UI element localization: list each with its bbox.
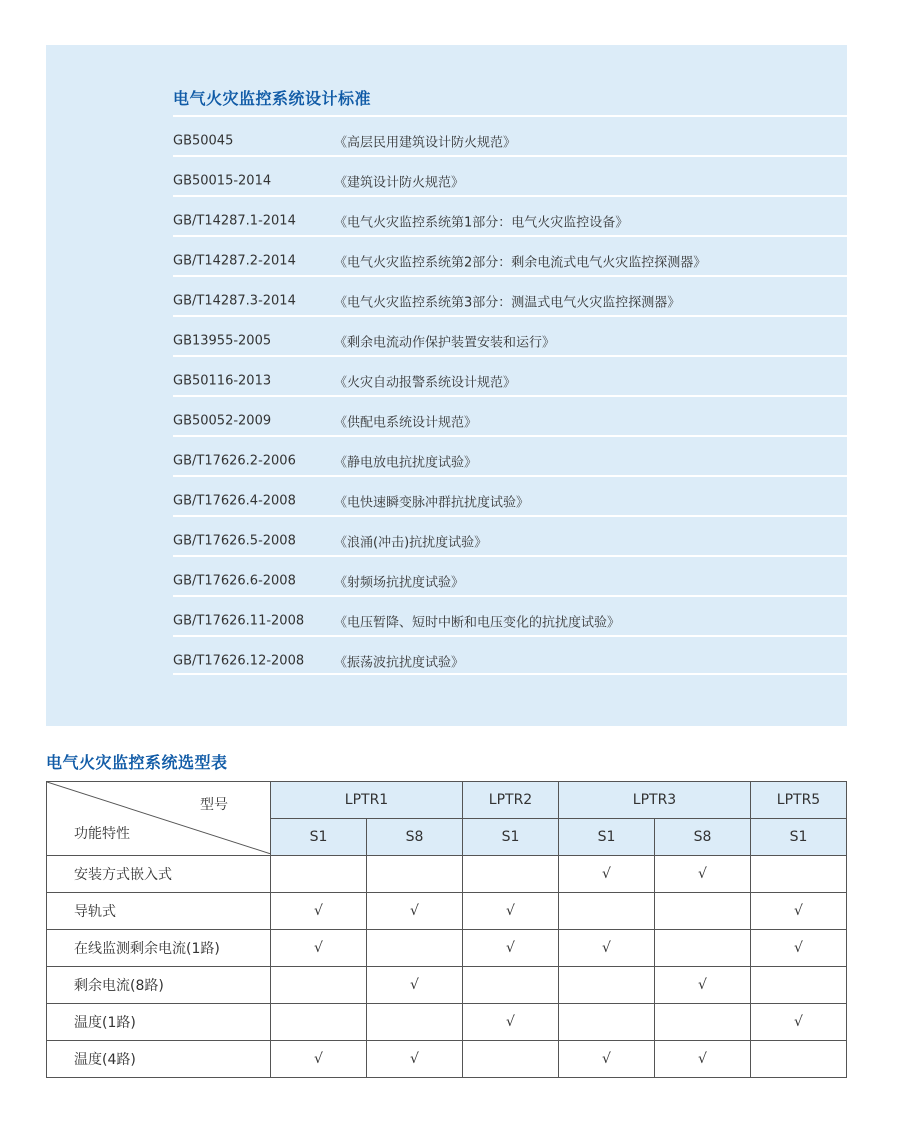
standard-row	[173, 195, 847, 235]
standard-row	[173, 355, 847, 395]
empty-cell	[655, 930, 751, 967]
check-cell: √	[655, 1041, 751, 1078]
check-cell: √	[367, 893, 463, 930]
standard-row	[173, 275, 847, 315]
standard-name: 《浪涌(冲击)抗扰度试验》	[334, 535, 488, 551]
subtype-header: S1	[559, 819, 655, 856]
check-cell: √	[559, 930, 655, 967]
standard-name: 《供配电系统设计规范》	[334, 415, 478, 431]
empty-cell	[559, 893, 655, 930]
standard-code: GB50052-2009	[173, 413, 272, 429]
standards-panel	[46, 45, 847, 726]
corner-label-feature: 功能特性	[74, 826, 130, 842]
check-cell: √	[463, 930, 559, 967]
feature-label: 在线监测剩余电流(1路)	[47, 930, 271, 967]
empty-cell	[751, 856, 847, 893]
standard-row	[173, 475, 847, 515]
standard-name: 《电气火灾监控系统第3部分：测温式电气火灾监控探测器》	[334, 295, 681, 311]
empty-cell	[655, 1004, 751, 1041]
standard-name: 《电快速瞬变脉冲群抗扰度试验》	[334, 495, 530, 511]
standard-name: 《高层民用建筑设计防火规范》	[334, 135, 517, 151]
standard-code: GB/T14287.1-2014	[173, 213, 296, 229]
check-cell: √	[367, 967, 463, 1004]
standard-name: 《电压暂降、短时中断和电压变化的抗扰度试验》	[334, 615, 621, 631]
standard-code: GB/T14287.3-2014	[173, 293, 296, 309]
standard-code: GB/T17626.2-2006	[173, 453, 296, 469]
standard-code: GB/T17626.5-2008	[173, 533, 296, 549]
model-header: LPTR3	[559, 782, 751, 819]
empty-cell	[271, 967, 367, 1004]
check-cell: √	[463, 1004, 559, 1041]
check-cell: √	[751, 1004, 847, 1041]
standard-code: GB/T17626.12-2008	[173, 653, 305, 669]
empty-cell	[271, 856, 367, 893]
check-cell: √	[463, 893, 559, 930]
check-cell: √	[559, 1041, 655, 1078]
model-header: LPTR5	[751, 782, 847, 819]
model-header: LPTR2	[463, 782, 559, 819]
subtype-header: S1	[751, 819, 847, 856]
empty-cell	[559, 967, 655, 1004]
table-row	[47, 1041, 847, 1078]
standard-code: GB/T17626.4-2008	[173, 493, 296, 509]
corner-label-model: 型号	[200, 797, 228, 813]
empty-cell	[751, 967, 847, 1004]
standard-code: GB/T14287.2-2014	[173, 253, 296, 269]
table-row	[47, 967, 847, 1004]
table-row	[47, 1004, 847, 1041]
standard-name: 《火灾自动报警系统设计规范》	[334, 375, 517, 391]
check-cell: √	[271, 930, 367, 967]
standard-row	[173, 395, 847, 435]
check-cell: √	[655, 967, 751, 1004]
empty-cell	[367, 930, 463, 967]
standard-name: 《振荡波抗扰度试验》	[334, 655, 465, 671]
check-cell: √	[751, 930, 847, 967]
empty-cell	[655, 893, 751, 930]
standard-code: GB/T17626.6-2008	[173, 573, 296, 589]
check-cell: √	[271, 893, 367, 930]
standard-name: 《射频场抗扰度试验》	[334, 575, 465, 591]
empty-cell	[463, 856, 559, 893]
feature-label: 剩余电流(8路)	[47, 967, 271, 1004]
table-row	[47, 856, 847, 893]
standard-row	[173, 555, 847, 595]
standard-row	[173, 595, 847, 635]
standard-name: 《剩余电流动作保护装置安装和运行》	[334, 335, 556, 351]
standard-row	[173, 635, 847, 675]
standards-title: 电气火灾监控系统设计标准	[173, 89, 372, 108]
empty-cell	[751, 1041, 847, 1078]
model-header: LPTR1	[271, 782, 463, 819]
empty-cell	[271, 1004, 367, 1041]
standard-code: GB/T17626.11-2008	[173, 613, 305, 629]
standard-name: 《静电放电抗扰度试验》	[334, 455, 478, 471]
standard-row	[173, 235, 847, 275]
standard-row	[173, 515, 847, 555]
table-header-models	[47, 782, 847, 819]
standards-list	[173, 115, 847, 675]
empty-cell	[463, 967, 559, 1004]
standard-name: 《电气火灾监控系统第2部分：剩余电流式电气火灾监控探测器》	[334, 255, 707, 271]
standard-row	[173, 155, 847, 195]
table-row	[47, 893, 847, 930]
subtype-header: S1	[463, 819, 559, 856]
check-cell: √	[655, 856, 751, 893]
feature-label: 温度(4路)	[47, 1041, 271, 1078]
standard-code: GB50015-2014	[173, 173, 272, 189]
check-cell: √	[559, 856, 655, 893]
subtype-header: S8	[367, 819, 463, 856]
check-cell: √	[271, 1041, 367, 1078]
empty-cell	[367, 856, 463, 893]
check-cell: √	[367, 1041, 463, 1078]
standard-code: GB50116-2013	[173, 373, 272, 389]
empty-cell	[367, 1004, 463, 1041]
standard-name: 《建筑设计防火规范》	[334, 175, 465, 191]
standard-code: GB50045	[173, 133, 234, 149]
subtype-header: S1	[271, 819, 367, 856]
standard-row	[173, 435, 847, 475]
table-corner-cell	[47, 782, 271, 856]
standard-row	[173, 315, 847, 355]
empty-cell	[463, 1041, 559, 1078]
standard-name: 《电气火灾监控系统第1部分：电气火灾监控设备》	[334, 215, 629, 231]
check-cell: √	[751, 893, 847, 930]
standard-row	[173, 115, 847, 155]
empty-cell	[559, 1004, 655, 1041]
feature-label: 导轨式	[47, 893, 271, 930]
corner-diagonal	[47, 782, 271, 854]
table-row	[47, 930, 847, 967]
standard-code: GB13955-2005	[173, 333, 272, 349]
subtype-header: S8	[655, 819, 751, 856]
selection-table	[46, 781, 847, 1078]
feature-label: 安装方式嵌入式	[47, 856, 271, 893]
feature-label: 温度(1路)	[47, 1004, 271, 1041]
selection-title: 电气火灾监控系统选型表	[46, 753, 228, 772]
